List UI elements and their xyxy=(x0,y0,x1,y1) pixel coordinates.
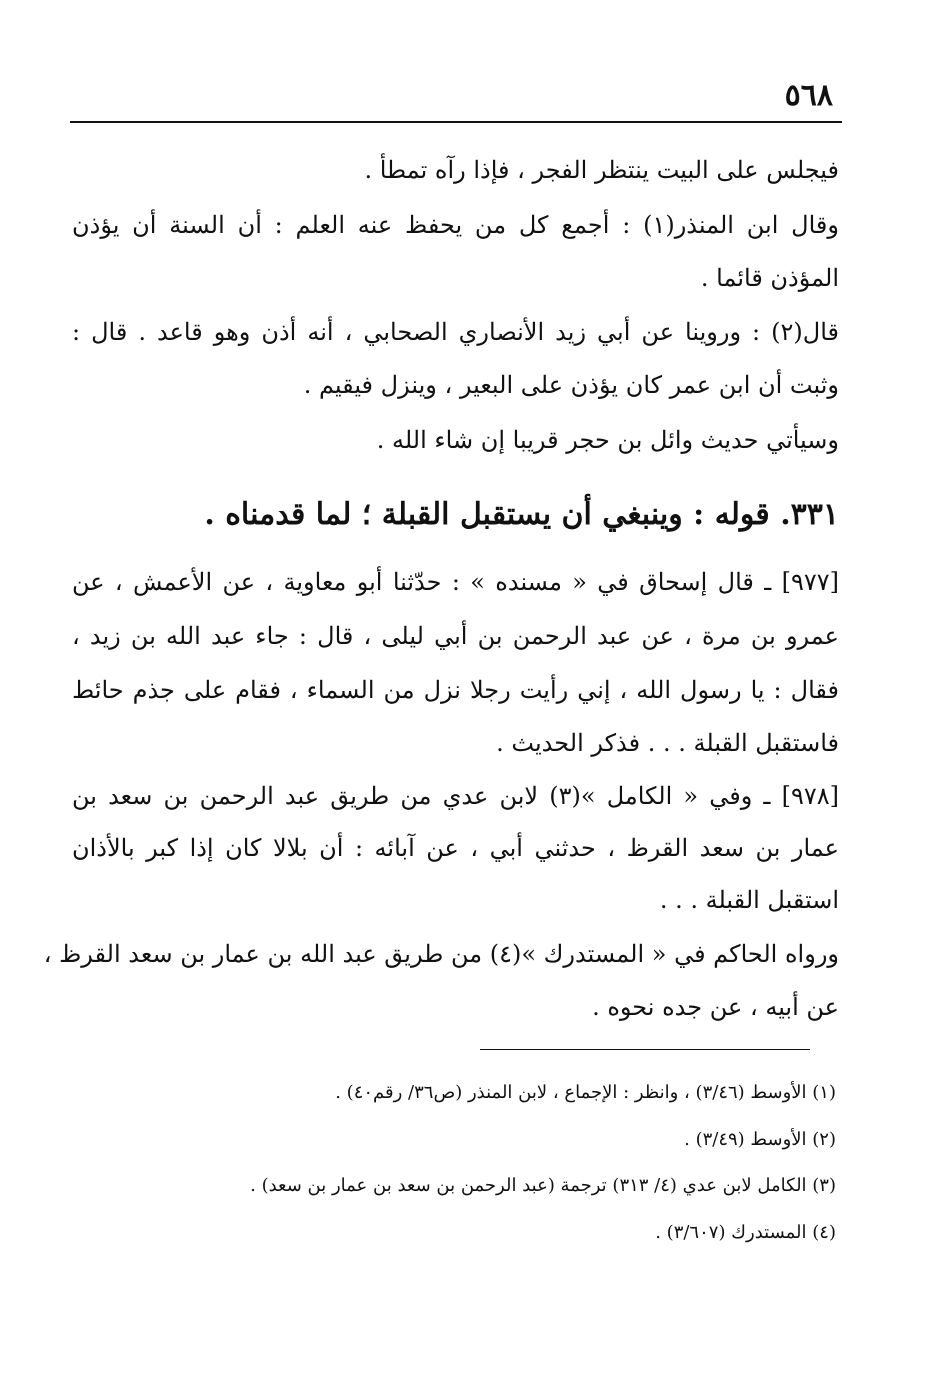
text-line: فيجلس على البيت ينتظر الفجر ، فإذا رآه تمطأ . xyxy=(364,156,839,184)
text-line: فقال : يا رسول الله ، إني رأيت رجلا نزل من السماء ، فقام على جذم حائط xyxy=(72,676,839,704)
text-line: ورواه الحاكم في « المستدرك »(٤) من طريق عبد الله بن عمار بن سعد القرظ ، xyxy=(43,940,839,968)
text-line: عن أبيه ، عن جده نحوه . xyxy=(592,993,839,1021)
text-line: وقال ابن المنذر(١) : أجمع كل من يحفظ عنه العلم : أن السنة أن يؤذن xyxy=(72,211,839,239)
header-rule xyxy=(70,121,842,123)
text-line: [٩٧٧] ـ قال إسحاق في « مسنده » : حدّثنا أبو معاوية ، عن الأعمش ، عن xyxy=(72,568,839,596)
footnote-rule xyxy=(480,1049,810,1050)
text-line: عمرو بن مرة ، عن عبد الرحمن بن أبي ليلى ، قال : جاء عبد الله بن زيد ، xyxy=(72,622,839,650)
page-number: ٥٦٨ xyxy=(784,78,833,113)
text-line: عمار بن سعد القرظ ، حدثني أبي ، عن آبائه : أن بلالا كان إذا كبر بالأذان xyxy=(72,834,839,862)
text-line: قال(٢) : وروينا عن أبي زيد الأنصاري الصحابي ، أنه أذن وهو قاعد . قال : xyxy=(72,318,839,346)
text-line: وسيأتي حديث وائل بن حجر قريبا إن شاء الله . xyxy=(376,426,839,454)
text-line: [٩٧٨] ـ وفي « الكامل »(٣) لابن عدي من طريق عبد الرحمن بن سعد بن xyxy=(72,782,839,810)
text-line: المؤذن قائما . xyxy=(700,264,839,292)
text-line: فاستقبل القبلة . . . فذكر الحديث . xyxy=(496,729,839,757)
footnote: (١) الأوسط (٣/٤٦) ، وانظر : الإجماع ، لابن المنذر (ص٣٦/ رقم٤٠) . xyxy=(335,1082,836,1103)
footnote: (٤) المستدرك (٣/٦٠٧) . xyxy=(655,1222,836,1243)
footnote: (٢) الأوسط (٣/٤٩) . xyxy=(684,1129,836,1150)
section-heading: ٣٣١. قوله : وينبغي أن يستقبل القبلة ؛ لما قدمناه . xyxy=(204,497,839,532)
text-line: استقبل القبلة . . . xyxy=(659,886,839,914)
footnote: (٣) الكامل لابن عدي (٤/ ٣١٣) ترجمة (عبد الرحمن بن سعد بن عمار بن سعد) . xyxy=(250,1175,836,1196)
text-line: وثبت أن ابن عمر كان يؤذن على البعير ، وينزل فيقيم . xyxy=(303,371,839,399)
